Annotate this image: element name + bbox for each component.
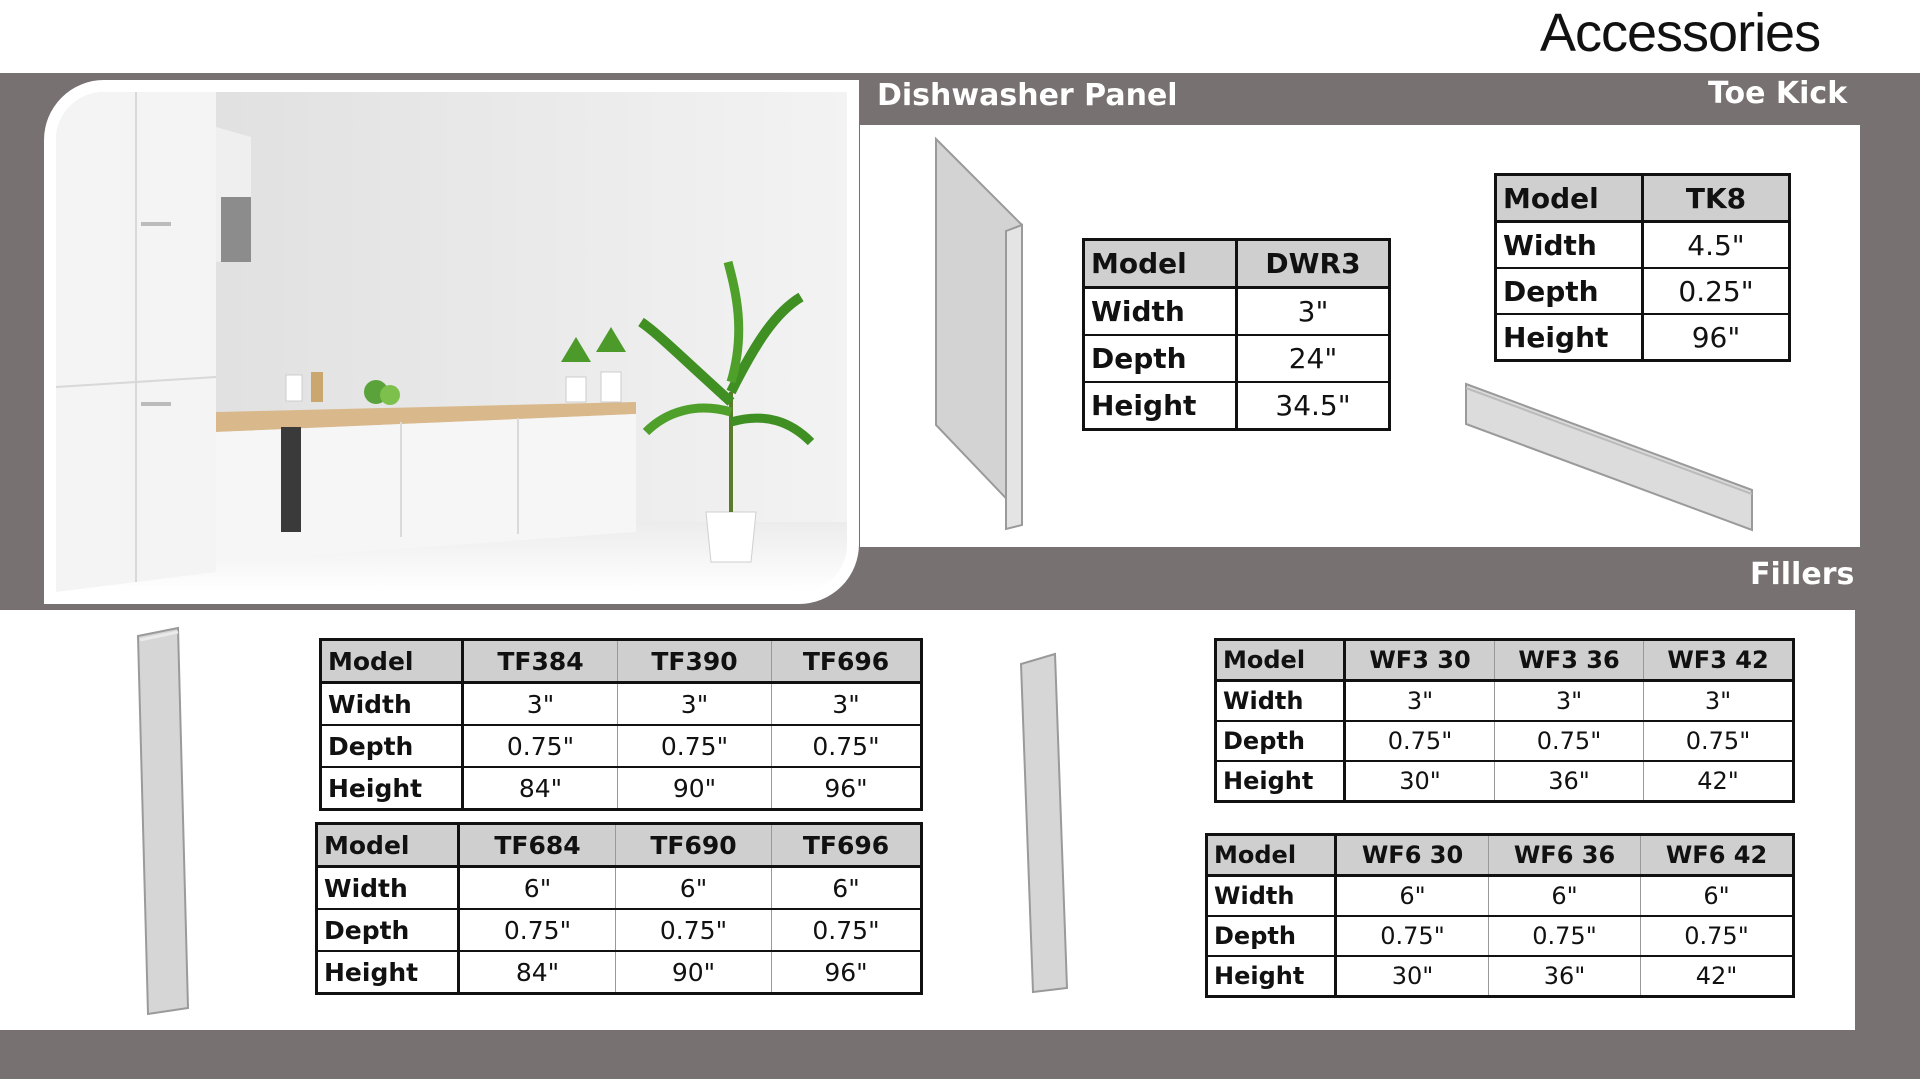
row-label-cell: Height — [1207, 956, 1336, 997]
row-label-cell: Height — [317, 951, 459, 994]
value-cell: 84" — [463, 767, 618, 810]
value-cell: 84" — [459, 951, 616, 994]
table-row — [1496, 268, 1790, 314]
table-row — [1216, 761, 1794, 802]
value-cell: 0.75" — [772, 909, 922, 951]
value-cell: 0.75" — [618, 725, 772, 767]
value-cell: 3" — [618, 683, 772, 726]
row-label-cell: Height — [1216, 761, 1345, 802]
kitchen-illustration — [56, 92, 847, 592]
value-cell: 0.75" — [1336, 916, 1489, 956]
row-label-cell: Width — [1496, 222, 1643, 269]
table-header-row — [1216, 640, 1794, 681]
value-cell: 34.5" — [1237, 382, 1390, 430]
header-model-cell: WF6 36 — [1489, 835, 1641, 876]
value-cell: 3" — [1644, 681, 1794, 722]
table-header-row — [321, 640, 922, 683]
value-cell: 36" — [1495, 761, 1644, 802]
value-cell: 0.75" — [1644, 721, 1794, 761]
table-row — [1207, 916, 1794, 956]
header-model-cell: WF3 36 — [1495, 640, 1644, 681]
dwr-spec-table — [1082, 238, 1391, 431]
section-title-dishwasher-panel: Dishwasher Panel — [877, 78, 1178, 113]
value-cell: 0.75" — [616, 909, 772, 951]
header-model-cell: DWR3 — [1237, 240, 1390, 288]
table-row — [1207, 876, 1794, 917]
value-cell: 42" — [1641, 956, 1794, 997]
value-cell: 0.75" — [1345, 721, 1495, 761]
value-cell: 4.5" — [1643, 222, 1790, 269]
value-cell: 96" — [1643, 314, 1790, 361]
value-cell: 0.75" — [1641, 916, 1794, 956]
table-row — [321, 767, 922, 810]
row-label-cell: Width — [321, 683, 463, 726]
header-model-cell: TF696 — [772, 640, 922, 683]
value-cell: 42" — [1644, 761, 1794, 802]
table-row — [1496, 222, 1790, 269]
wall-filler-image — [1015, 650, 1075, 995]
table-row — [321, 725, 922, 767]
value-cell: 6" — [616, 867, 772, 910]
tk-spec-table — [1494, 173, 1791, 362]
toe-kick-image — [1462, 380, 1757, 535]
value-cell: 3" — [463, 683, 618, 726]
section-title-fillers: Fillers — [1750, 557, 1855, 592]
right-edge-band — [1855, 600, 1920, 1040]
value-cell: 24" — [1237, 335, 1390, 382]
value-cell: 3" — [772, 683, 922, 726]
row-label-cell: Depth — [1216, 721, 1345, 761]
table-row — [1084, 382, 1390, 430]
table-row — [321, 683, 922, 726]
header-label-cell: Model — [1496, 175, 1643, 222]
value-cell: 0.75" — [459, 909, 616, 951]
header-label-cell: Model — [321, 640, 463, 683]
value-cell: 3" — [1345, 681, 1495, 722]
header-label-cell: Model — [317, 824, 459, 867]
value-cell: 0.75" — [463, 725, 618, 767]
value-cell: 90" — [616, 951, 772, 994]
tf3-spec-table — [319, 638, 923, 811]
header-model-cell: TF390 — [618, 640, 772, 683]
table-row — [317, 867, 922, 910]
row-label-cell: Depth — [1084, 335, 1237, 382]
value-cell: 30" — [1336, 956, 1489, 997]
value-cell: 90" — [618, 767, 772, 810]
tall-filler-image — [130, 626, 200, 1016]
header-model-cell: TF690 — [616, 824, 772, 867]
kitchen-photo — [44, 80, 859, 604]
value-cell: 36" — [1489, 956, 1641, 997]
value-cell: 0.25" — [1643, 268, 1790, 314]
table-header-row — [1084, 240, 1390, 288]
header-model-cell: WF3 42 — [1644, 640, 1794, 681]
table-header-row — [1207, 835, 1794, 876]
row-label-cell: Depth — [317, 909, 459, 951]
table-row — [1216, 681, 1794, 722]
value-cell: 96" — [772, 767, 922, 810]
header-label-cell: Model — [1216, 640, 1345, 681]
row-label-cell: Height — [321, 767, 463, 810]
row-label-cell: Depth — [321, 725, 463, 767]
value-cell: 96" — [772, 951, 922, 994]
table-row — [317, 909, 922, 951]
row-label-cell: Height — [1496, 314, 1643, 361]
table-row — [1084, 288, 1390, 336]
dishwasher-panel-image — [930, 135, 1030, 535]
table-row — [317, 951, 922, 994]
wf3-spec-table — [1214, 638, 1795, 803]
row-label-cell: Depth — [1496, 268, 1643, 314]
header-model-cell: TK8 — [1643, 175, 1790, 222]
wf6-spec-table — [1205, 833, 1795, 998]
value-cell: 3" — [1495, 681, 1644, 722]
value-cell: 6" — [1336, 876, 1489, 917]
value-cell: 3" — [1237, 288, 1390, 336]
section-title-toe-kick: Toe Kick — [1708, 76, 1848, 111]
header-model-cell: WF6 30 — [1336, 835, 1489, 876]
header-model-cell: TF696 — [772, 824, 922, 867]
value-cell: 6" — [1641, 876, 1794, 917]
value-cell: 0.75" — [772, 725, 922, 767]
table-row — [1496, 314, 1790, 361]
table-row — [1207, 956, 1794, 997]
value-cell: 0.75" — [1489, 916, 1641, 956]
value-cell: 30" — [1345, 761, 1495, 802]
header-model-cell: WF3 30 — [1345, 640, 1495, 681]
row-label-cell: Width — [1216, 681, 1345, 722]
value-cell: 6" — [459, 867, 616, 910]
page-title: Accessories — [1540, 3, 1821, 63]
row-label-cell: Width — [1084, 288, 1237, 336]
header-model-cell: TF684 — [459, 824, 616, 867]
value-cell: 0.75" — [1495, 721, 1644, 761]
row-label-cell: Height — [1084, 382, 1237, 430]
tf6-spec-table — [315, 822, 923, 995]
bottom-band — [0, 1030, 1920, 1079]
table-row — [1216, 721, 1794, 761]
value-cell: 6" — [1489, 876, 1641, 917]
row-label-cell: Width — [1207, 876, 1336, 917]
row-label-cell: Depth — [1207, 916, 1336, 956]
header-model-cell: WF6 42 — [1641, 835, 1794, 876]
table-header-row — [1496, 175, 1790, 222]
header-label-cell: Model — [1084, 240, 1237, 288]
table-header-row — [317, 824, 922, 867]
header-model-cell: TF384 — [463, 640, 618, 683]
table-row — [1084, 335, 1390, 382]
value-cell: 6" — [772, 867, 922, 910]
header-label-cell: Model — [1207, 835, 1336, 876]
row-label-cell: Width — [317, 867, 459, 910]
